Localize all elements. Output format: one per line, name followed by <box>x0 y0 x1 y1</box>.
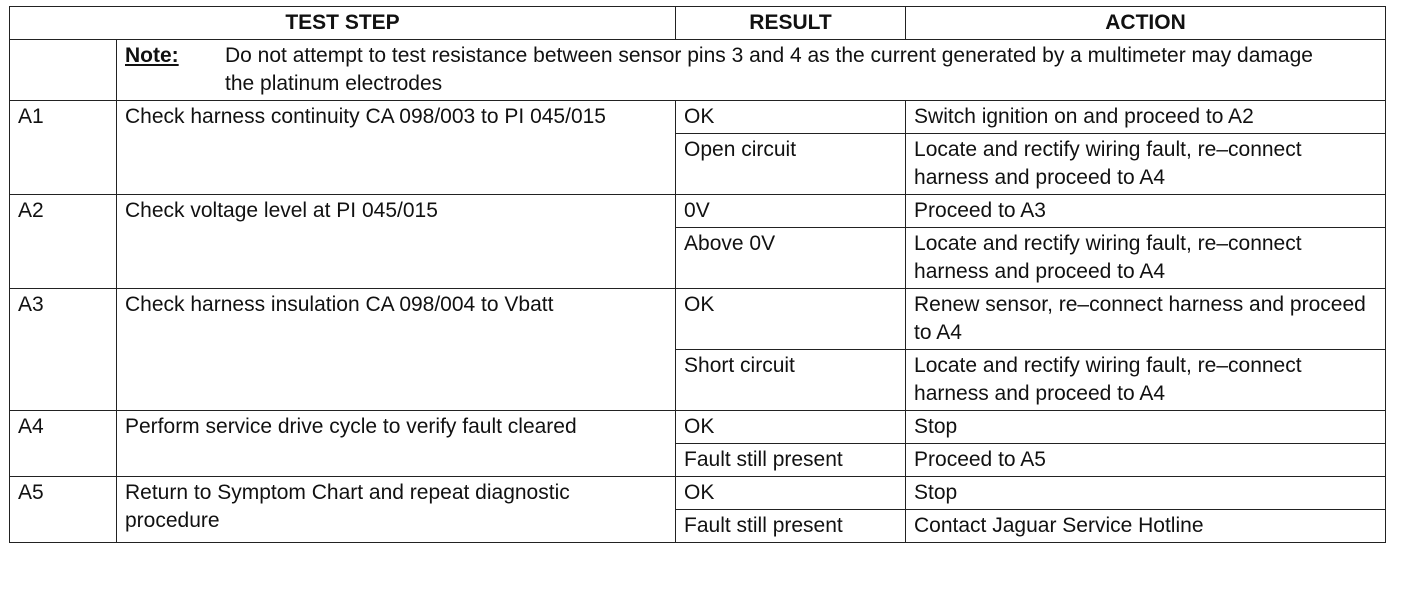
result-cell: 0V <box>676 195 906 228</box>
result-cell: Fault still present <box>676 444 906 477</box>
step-id: A2 <box>10 195 117 289</box>
table-row <box>10 477 1386 510</box>
header-action: ACTION <box>906 7 1386 40</box>
note-cell <box>117 40 1386 101</box>
table-row <box>10 195 1386 228</box>
step-description: Check voltage level at PI 045/015 <box>117 195 676 289</box>
action-cell: Switch ignition on and proceed to A2 <box>906 101 1386 134</box>
result-cell: Short circuit <box>676 350 906 411</box>
header-row <box>10 7 1386 40</box>
result-cell: OK <box>676 289 906 350</box>
step-id: A1 <box>10 101 117 195</box>
step-id: A5 <box>10 477 117 543</box>
header-test-step: TEST STEP <box>10 7 676 40</box>
action-cell: Locate and rectify wiring fault, re–connect harness and proceed to A4 <box>906 134 1386 195</box>
note-text: Do not attempt to test resistance between sensor pins 3 and 4 as the current generated by a multimeter may damage the platinum electrodes <box>225 44 1313 95</box>
result-cell: Fault still present <box>676 510 906 543</box>
result-cell: Open circuit <box>676 134 906 195</box>
table-row <box>10 101 1386 134</box>
note-empty-cell <box>10 40 117 101</box>
result-cell: OK <box>676 477 906 510</box>
step-description: Perform service drive cycle to verify fault cleared <box>117 411 676 477</box>
action-cell: Locate and rectify wiring fault, re–connect harness and proceed to A4 <box>906 228 1386 289</box>
step-description: Check harness insulation CA 098/004 to Vbatt <box>117 289 676 411</box>
action-cell: Locate and rectify wiring fault, re–connect harness and proceed to A4 <box>906 350 1386 411</box>
result-cell: OK <box>676 411 906 444</box>
result-cell: Above 0V <box>676 228 906 289</box>
action-cell: Stop <box>906 477 1386 510</box>
header-result: RESULT <box>676 7 906 40</box>
action-cell: Renew sensor, re–connect harness and proceed to A4 <box>906 289 1386 350</box>
step-description: Return to Symptom Chart and repeat diagnostic procedure <box>117 477 676 543</box>
note-label: Note: <box>125 44 179 67</box>
step-id: A3 <box>10 289 117 411</box>
result-cell: OK <box>676 101 906 134</box>
action-cell: Proceed to A5 <box>906 444 1386 477</box>
table-row <box>10 289 1386 350</box>
note-row <box>10 40 1386 101</box>
action-cell: Contact Jaguar Service Hotline <box>906 510 1386 543</box>
action-cell: Stop <box>906 411 1386 444</box>
table-row <box>10 411 1386 444</box>
step-description: Check harness continuity CA 098/003 to PI 045/015 <box>117 101 676 195</box>
diagnostic-table <box>9 6 1386 543</box>
step-id: A4 <box>10 411 117 477</box>
action-cell: Proceed to A3 <box>906 195 1386 228</box>
